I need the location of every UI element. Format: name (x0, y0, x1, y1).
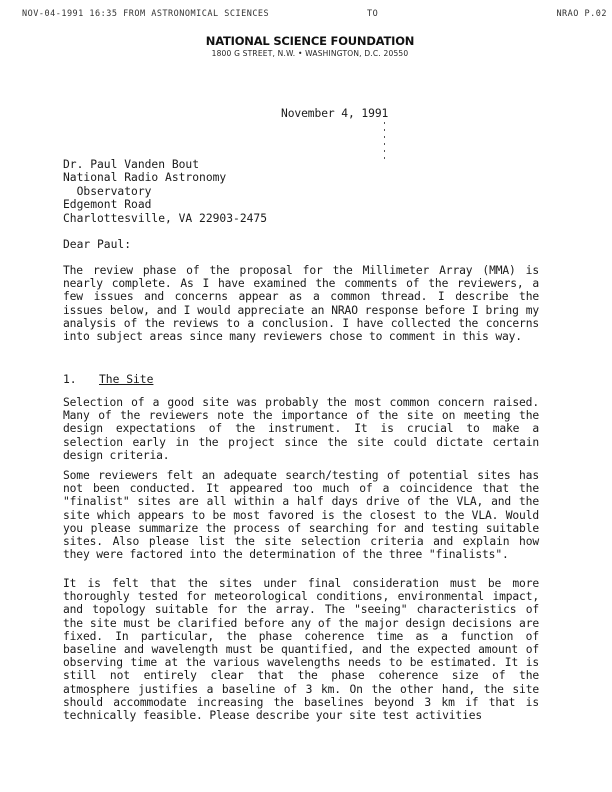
recipient-line: National Radio Astronomy (63, 171, 227, 185)
section-number: 1. (63, 373, 77, 386)
recipient-line: Edgemont Road (63, 198, 152, 212)
fax-header-to: TO (367, 9, 379, 19)
site-paragraph-1: Selection of a good site was probably the most common concern raised. Many of the reviewers note the importance of the site on meeting the design expectations of the instrument. It is crucial to make a selection early in the project since the site could dictate certain design criteria. (63, 396, 539, 462)
section-title: The Site (99, 373, 154, 386)
fax-header-right: NRAO P.02 (556, 9, 607, 19)
site-paragraph-2: Some reviewers felt an adequate search/testing of potential sites has not been conducted. It appeared too much of a coincidence that the "finalist" sites are all within a half days drive of the VLA, and the site which appears to be most favored is the closest to the VLA. Would you please summarize the process of searching for and testing suitable sites. Also please list the site selection criteria and explain how they were factored into the determination of the three "finalists". (63, 469, 539, 562)
recipient-line: Charlottesville, VA 22903-2475 (63, 211, 268, 225)
fax-header-left: NOV-04-1991 16:35 FROM ASTRONOMICAL SCIENCES (22, 9, 270, 19)
section-heading (63, 373, 153, 386)
recipient-line: Observatory (63, 184, 152, 198)
intro-paragraph: The review phase of the proposal for the Millimeter Array (MMA) is nearly complete. As I have examined the comments of the reviewers, a few issues and concerns appear as a common thread. I describe the issues below, and I would appreciate an NRAO response before I bring my analysis of the reviews to a conclusion. I have collected the concerns into subject areas since many reviewers chose to comment in this way. (63, 264, 539, 344)
organization-name: NATIONAL SCIENCE FOUNDATION (205, 34, 415, 48)
recipient-line: Dr. Paul Vanden Bout (63, 158, 200, 171)
salutation: Dear Paul: (63, 238, 132, 251)
letter-date: November 4, 1991 (281, 107, 389, 120)
site-paragraph-3: It is felt that the sites under final consideration must be more thoroughly tested for meteorological conditions, environmental impact, and topology suitable for the array. The "seeing" characteristics of the site must be clarified before any of the major design decisions are fixed. In particular, the phase coherence time as a function of baseline and wavelength must be quantified, and the expected amount of observing time at the various wavelengths needs to be estimated. It is still not entirely clear that the phase coherence size of the atmosphere justifies a baseline of 3 km. On the other hand, the site should accommodate increasing the baselines beyond 3 km if that is technically feasible. Please describe your site test activities (63, 577, 539, 723)
margin-mark (384, 122, 385, 164)
recipient-address (63, 158, 267, 225)
organization-address: 1800 G STREET, N.W. • WASHINGTON, D.C. 20550 (211, 49, 409, 58)
letterhead (160, 34, 460, 58)
fax-transmission-header (22, 9, 607, 21)
